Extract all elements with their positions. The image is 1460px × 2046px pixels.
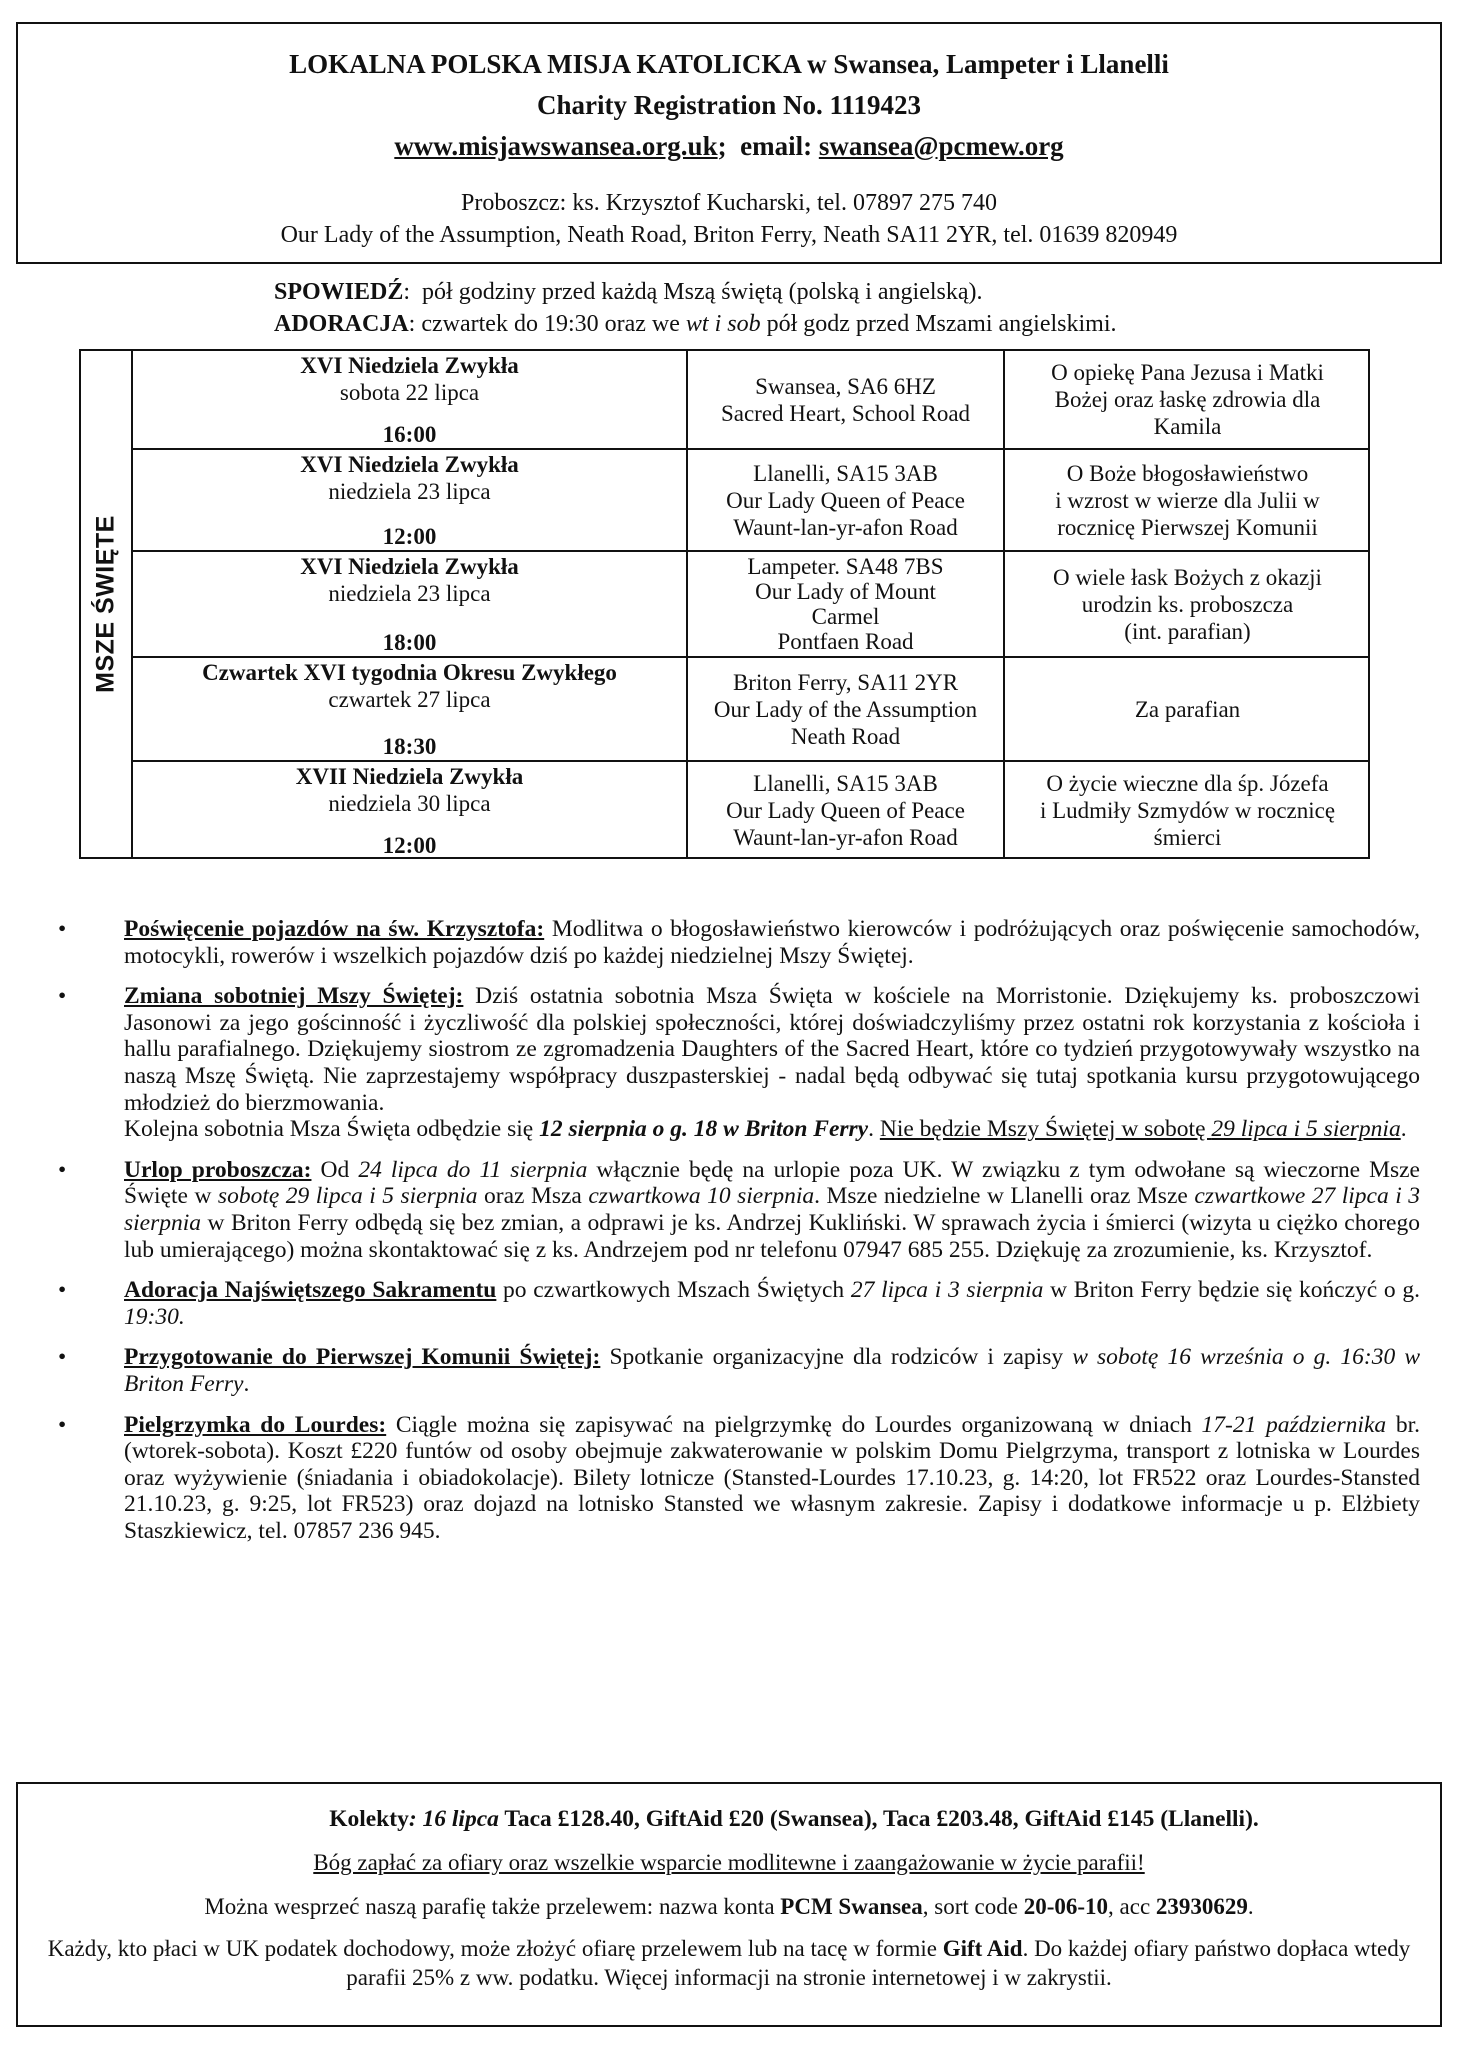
mass-title: Czwartek XVI tygodnia Okresu Zwykłego xyxy=(202,660,617,685)
mass-row xyxy=(133,552,1370,658)
mass-row xyxy=(133,450,1370,552)
announcement-emphasis: 12 sierpnia o g. 18 w Briton Ferry xyxy=(539,1116,869,1143)
announcement-emphasis: 17-21 października xyxy=(1201,1411,1387,1438)
bullet: • xyxy=(58,916,67,942)
gift-aid-text: . Do każdej ofiary państwo dopłaca wtedy parafii 25% z ww. podatku. Więcej informacji na stronie internetowej i w zakrystii. xyxy=(346,1936,1411,1990)
announcement-text: . Msze niedzielne w Llanelli oraz Msze xyxy=(814,1183,1195,1210)
adoration-line xyxy=(274,308,1117,340)
announcement-text: br. (wtorek-sobota). Koszt £220 funtów od osoby obejmuje zakwaterowanie w polskim Domu Pielgrzyma, transport z lotniska w Lourdes oraz wyżywienie (śniadania i obiadokolacje). Bilety lotnicze (Stansted-Lourdes 17.10.23, g. 14:20, lot FR522 oraz Lourdes-Stansted 21.10.23, g. 9:25, lot FR523) oraz dojazd na lotnisko Stansted we własnym zakresie. Zapisy i dodatkowe informacje u p. Elżbiety Staszkiewicz, tel. 07857 236 945. xyxy=(124,1411,1420,1544)
mass-time: 18:30 xyxy=(382,734,437,759)
announcement-underlined: Nie będzie Mszy Świętej w sobotę xyxy=(879,1116,1212,1143)
sort-code: 20-06-10 xyxy=(1023,1894,1109,1919)
intention-line: (int. parafian) xyxy=(1124,618,1251,644)
bullet: • xyxy=(58,1344,67,1371)
intention-line: O opiekę Pana Jezusa i Matki xyxy=(1051,360,1324,385)
mass-intention xyxy=(1005,450,1370,550)
place-line: Llanelli, SA15 3AB xyxy=(753,460,938,486)
intention-line: O życie wieczne dla śp. Józefa xyxy=(1046,771,1329,796)
announcement-emphasis: czwartkowe 27 lipca i 3 sierpnia xyxy=(124,1183,1421,1236)
announcement-heading: Zmiana sobotniej Mszy Świętej: xyxy=(124,983,464,1010)
mass-date: czwartek 27 lipca xyxy=(328,687,491,712)
intention-line: Kamila xyxy=(1153,414,1222,439)
mass-place xyxy=(688,351,1005,448)
adoration-label: ADORACJA xyxy=(274,311,409,337)
place-line: Sacred Heart, School Road xyxy=(720,400,971,426)
place-line: Waunt-lan-yr-afon Road xyxy=(733,825,958,850)
announcement-heading: Poświęcenie pojazdów na św. Krzysztofa: xyxy=(124,916,545,942)
announcement-text: . xyxy=(243,1370,250,1397)
footer-box xyxy=(16,1782,1442,2027)
announcement-priest-leave xyxy=(58,1157,1420,1263)
mass-date: niedziela 23 lipca xyxy=(328,479,491,504)
announcement-text: po czwartkowych Mszach Świętych xyxy=(496,1277,851,1304)
charity-registration: Charity Registration No. 1119423 xyxy=(537,90,921,120)
mass-date: sobota 22 lipca xyxy=(339,380,480,405)
mass-intention xyxy=(1005,658,1370,760)
place-line: Our Lady of Mount xyxy=(755,579,936,604)
account-number: 23930629 xyxy=(1155,1894,1248,1919)
announcement-emphasis: czwartkowa 10 sierpnia xyxy=(588,1183,815,1210)
mass-date: niedziela 30 lipca xyxy=(328,791,491,816)
transfer-text: , sort code xyxy=(922,1894,1024,1919)
gift-aid-info xyxy=(18,1934,1440,1992)
intention-line: O wiele łask Bożych z okazji xyxy=(1053,564,1322,590)
place-line: Pontfaen Road xyxy=(777,629,914,654)
announcement-saturday-mass-change xyxy=(58,983,1420,1143)
intention-line: rocznicę Pierwszej Komunii xyxy=(1057,514,1318,540)
place-line: Lampeter. SA48 7BS xyxy=(747,554,944,579)
announcement-emphasis: 19:30. xyxy=(124,1303,185,1330)
email-link[interactable]: swansea@pcmew.org xyxy=(818,131,1064,161)
mass-title: XVI Niedziela Zwykła xyxy=(300,554,519,579)
mass-time: 12:00 xyxy=(382,833,437,858)
announcement-heading: Przygotowanie do Pierwszej Komunii Świętej: xyxy=(124,1344,601,1371)
bullet: • xyxy=(58,1156,67,1183)
schedule-side-column xyxy=(81,351,133,857)
confession-label: SPOWIEDŹ xyxy=(274,279,404,305)
announcement-adoration xyxy=(58,1277,1420,1330)
adoration-text: : czwartek do 19:30 oraz we xyxy=(408,311,686,337)
intention-line: O Boże błogosławieństwo xyxy=(1066,460,1309,486)
announcement-text: Dziś ostatnia sobotnia Msza Święta w kościele na Morristonie. Dziękujemy ks. proboszczowi Jasonowi za jego gościnność i życzliwość dla polskiej społeczności, której doświadczyliśmy przez ostatni rok korzystania z kościoła i hallu parafialnego. Dziękujemy siostrom ze zgromadzenia Daughters of the Sacred Heart, które co tydzień przygotowywały wszystko na naszą Mszę Świętą. Nie zaprzestajemy współpracy duszpasterskiej - nadal będą odbywać się tutaj spotkania kursu przygotowującego młodzież do bierzmowania. xyxy=(124,983,1420,1116)
mass-time: 16:00 xyxy=(382,422,437,447)
account-name: PCM Swansea xyxy=(780,1894,923,1919)
mass-intention xyxy=(1005,552,1370,656)
mass-place xyxy=(688,762,1005,859)
announcement-text: Ciągle można się zapisywać na pielgrzymkę do Lourdes organizowaną w dniach xyxy=(386,1411,1202,1438)
announcement-emphasis: 27 lipca i 3 sierpnia xyxy=(850,1277,1044,1304)
announcement-text: w Briton Ferry będzie się kończyć o g. xyxy=(1043,1277,1420,1304)
place-line: Briton Ferry, SA11 2YR xyxy=(732,669,959,695)
announcement-underlined-italic: 29 lipca i 5 sierpnia xyxy=(1211,1116,1401,1143)
mass-intention xyxy=(1005,762,1370,859)
place-line: Our Lady Queen of Peace xyxy=(726,487,965,513)
announcement-text: Spotkanie organizacyjne dla rodziców i zapisy xyxy=(600,1344,1073,1371)
place-line: Carmel xyxy=(811,604,880,629)
mass-time: 12:00 xyxy=(382,524,437,549)
place-line: Neath Road xyxy=(790,723,901,749)
adoration-days: wt i sob xyxy=(685,311,761,337)
transfer-text: , acc xyxy=(1108,1894,1156,1919)
collections-amounts: Taca £128.40, GiftAid £20 (Swansea), Taca £203.48, GiftAid £145 (Llanelli). xyxy=(498,1806,1259,1832)
transfer-text: Można wesprzeć naszą parafię także przelewem: nazwa konta xyxy=(204,1894,781,1919)
intention-line: urodzin ks. proboszcza xyxy=(1081,591,1294,617)
intention-line: Bożej oraz łaskę zdrowia dla xyxy=(1054,387,1321,412)
mass-schedule-table xyxy=(79,349,1370,859)
mass-row xyxy=(133,762,1370,859)
gift-aid-term: Gift Aid xyxy=(942,1936,1023,1961)
announcement-heading: Urlop proboszcza: xyxy=(124,1156,312,1183)
place-line: Our Lady of the Assumption xyxy=(713,696,978,722)
bullet: • xyxy=(58,1277,67,1304)
announcement-text: Kolejna sobotnia Msza Święta odbędzie się xyxy=(124,1116,540,1143)
mass-row xyxy=(133,658,1370,762)
priest-info: Proboszcz: ks. Krzysztof Kucharski, tel. 07897 275 740 xyxy=(461,190,997,216)
announcement-text: . xyxy=(1400,1116,1407,1143)
transfer-text: . xyxy=(1247,1894,1254,1919)
confession-adoration xyxy=(274,276,1117,340)
announcements-list xyxy=(58,916,1420,1558)
announcement-text: włącznie będę na urlopie poza UK. W związku z tym odwołane są wieczorne Msze Święte w xyxy=(124,1156,1420,1210)
confession-text: pół godziny przed każdą Mszą świętą (polską i angielską). xyxy=(422,279,983,305)
intention-line: i wzrost w wierze dla Julii w xyxy=(1055,487,1320,513)
header-box xyxy=(16,22,1442,264)
announcement-lourdes-pilgrimage xyxy=(58,1412,1420,1545)
announcement-text: Modlitwa o błogosławieństwo kierowców i podróżujących oraz poświęcenie samochodów, motocykli, rowerów i wszelkich pojazdów dziś po każdej niedzielnej Mszy Świętej. xyxy=(124,916,1420,969)
collections-label: Kolekty xyxy=(329,1806,409,1832)
mass-when xyxy=(133,351,688,448)
adoration-text-end: pół godz przed Mszami angielskimi. xyxy=(760,311,1117,337)
announcement-text: oraz Msza xyxy=(477,1183,589,1210)
announcement-emphasis: w sobotę 16 września o g. 16:30 w Briton Ferry xyxy=(124,1344,1421,1397)
collections-date: : 16 lipca xyxy=(408,1806,499,1832)
parish-address: Our Lady of the Assumption, Neath Road, Briton Ferry, Neath SA11 2YR, tel. 01639 820949 xyxy=(280,222,1178,248)
mission-title: LOKALNA POLSKA MISJA KATOLICKA w Swansea, Lampeter i Llanelli xyxy=(289,49,1169,79)
announcement-first-communion xyxy=(58,1344,1420,1397)
bank-transfer-line xyxy=(18,1892,1440,1922)
mass-date: niedziela 23 lipca xyxy=(328,581,491,606)
announcement-text: . xyxy=(868,1116,880,1143)
collections-line xyxy=(18,1804,1440,1834)
intention-line: śmierci xyxy=(1153,825,1222,850)
mass-place xyxy=(688,658,1005,760)
bullet: • xyxy=(58,1411,67,1438)
place-line: Llanelli, SA15 3AB xyxy=(753,771,938,796)
intention-line: i Ludmiły Szmydów w rocznicę xyxy=(1039,798,1336,823)
gift-aid-text: Każdy, kto płaci w UK podatek dochodowy, może złożyć ofiarę przelewem lub na tacę w formie xyxy=(47,1936,943,1961)
mass-when xyxy=(133,450,688,550)
announcement-vehicle-blessing xyxy=(58,916,1420,969)
mass-when xyxy=(133,552,688,656)
mass-when xyxy=(133,762,688,859)
announcement-emphasis: sobotę 29 lipca i 5 sierpnia xyxy=(217,1183,478,1210)
mass-title: XVII Niedziela Zwykła xyxy=(295,764,524,789)
mass-intention xyxy=(1005,351,1370,448)
announcement-text: w Briton Ferry odbędą się bez zmian, a odprawi je ks. Andrzej Kukliński. W sprawach życia i śmierci (wizyta u ciężko chorego lub umierającego) można skontaktować się z ks. Andrzejem pod nr telefonu 07947 685 255. Dziękuję za zrozumienie, ks. Krzysztof. xyxy=(124,1209,1420,1263)
place-line: Swansea, SA6 6HZ xyxy=(755,373,936,399)
place-line: Our Lady Queen of Peace xyxy=(726,798,965,823)
mass-title: XVI Niedziela Zwykła xyxy=(300,353,519,378)
email-label: email: xyxy=(740,131,813,161)
announcement-emphasis: 24 lipca do 11 sierpnia xyxy=(358,1156,588,1183)
contact-line: www.misjawswansea.org.uk; email: swansea@pcmew.org xyxy=(394,131,1064,161)
mass-when xyxy=(133,658,688,760)
thanks-line: Bóg zapłać za ofiary oraz wszelkie wsparcie modlitewne i zaangażowanie w życie parafii! xyxy=(313,1850,1145,1875)
mass-place xyxy=(688,552,1005,656)
place-line: Waunt-lan-yr-afon Road xyxy=(733,514,958,540)
schedule-side-label: MSZE ŚWIĘTE xyxy=(91,515,120,693)
confession-line: SPOWIEDŹ: pół godziny przed każdą Mszą świętą (polską i angielską). xyxy=(274,279,983,305)
website-link[interactable]: www.misjawswansea.org.uk xyxy=(394,131,718,161)
mass-time: 18:00 xyxy=(382,630,437,655)
announcement-text: Od xyxy=(311,1156,359,1183)
mass-place xyxy=(688,450,1005,550)
announcement-heading: Pielgrzymka do Lourdes: xyxy=(124,1411,387,1438)
announcement-heading: Adoracja Najświętszego Sakramentu xyxy=(124,1277,497,1304)
intention-line: Za parafian xyxy=(1134,696,1241,722)
bullet: • xyxy=(58,983,67,1010)
mass-row xyxy=(133,351,1370,450)
mass-title: XVI Niedziela Zwykła xyxy=(300,452,519,477)
